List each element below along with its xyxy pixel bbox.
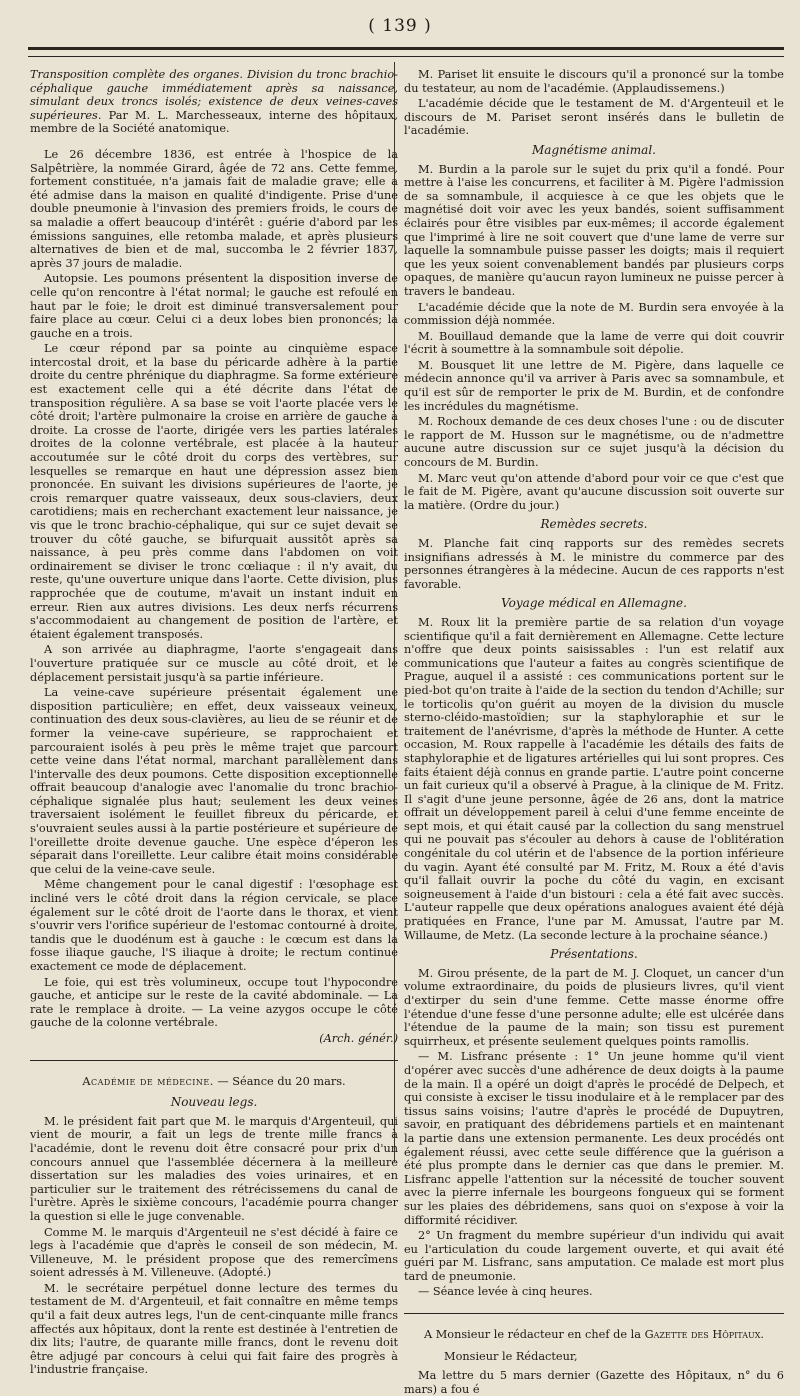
academy-label: Académie de médecine. <box>82 1074 214 1088</box>
source-citation: (Arch. génér.) <box>319 1031 398 1045</box>
left-column <box>30 68 398 1377</box>
paragraph: M. Bousquet lit une lettre de M. Pigère, dans laquelle ce médecin annonce qu'il va arriver à Paris avec sa somnambule, et qu'il est sûr de remporter le prix de M. Burdin, et de confondre les incrédules du magnétisme. <box>404 358 784 413</box>
paragraph: Comme M. le marquis d'Argenteuil ne s'est décidé à faire ce legs à l'académie que d'après le conseil de son médecin, M. Villeneuve, M. le président propose que des remercîmens soient adressés à M. Villeneuve. (Adopté.) <box>30 1225 398 1280</box>
paragraph: Le cœur répond par sa pointe au cinquième espace intercostal droit, et la base du péricarde adhère à la partie droite du centre phrénique du diaphragme. Sa forme extérieure est exactement celle qui a été décrite dans l'état de transposition régulière. A sa base se voit l'aorte placée vers le côté droit; l'artère pulmonaire la croise en arrière de gauche à droite. La crosse de l'aorte, dirigée vers les parties latérales droites de la colonne vertébrale, est placée à la hauteur accoutumée sur le côté droit du corps des vertèbres, sur lesquelles se remarque en haut une dépression assez bien prononcée. En suivant les divisions supérieures de l'aorte, je crois remarquer quatre vaisseaux, deux sous-claviers, deux carotidiens; mais en recherchant exactement leur naissance, je vis que le tronc brachio-céphalique, qui sur ce sujet devait se trouver du côté gauche, se bifurquait aussitôt après sa naissance, à peu près comme dans l'abdomen on voit ordinairement se diviser le tronc cœliaque : il n'y avait, du reste, qu'une ouverture unique dans l'aorte. Cette division, plus rapprochée que de coutume, m'avait un instant induit en erreur. Rien aux autres divisions. Les deux nerfs récurrens s'accommodaient au changement de position de l'artère, et étaient également transposés. <box>30 342 398 641</box>
paragraph: La veine-cave supérieure présentait également une disposition particulière; en effet, deux vaisseaux veineux, continuation des deux sous-clavières, au lieu de se réunir et de former la veine-cave supérieure, se rapprochaient et parcouraient isolés à peu près le même trajet que parcourt cette veine dans l'état normal, marchant parallèlement dans l'intervalle des deux poumons. Cette disposition exceptionnelle offrait beaucoup d'analogie avec l'anomalie du tronc brachio-céphalique signalée plus haut; seulement les deux veines traversaient isolément le feuillet fibreux du péricarde, et s'ouvraient seules aussi à la partie postérieure et supérieure de l'oreillette droite devenue gauche. Une espèce d'éperon les séparait dans l'oreillette. Leur calibre était moins considérable que celui de la veine-cave seule. <box>30 686 398 876</box>
paragraph: Le 26 décembre 1836, est entrée à l'hospice de la Salpêtrière, la nommée Girard, âgée de 72 ans. Cette femme, fortement constituée, n'a jamais fait de maladie grave; elle a été admise dans la maison en qualité d'indigente. Prise d'une double pneumonie à l'invasion des premiers froids, le cours de sa maladie a offert beaucoup d'intérêt : guérie d'abord par les émissions sanguines, elle retomba malade, et après plusieurs alternatives de bien et de mal, succomba le 2 février 1837, après 37 jours de maladie. <box>30 147 398 270</box>
article-title-author: Par M. L. Marchesseaux, interne des hôpitaux, membre de la Société anatomique. <box>30 108 398 136</box>
section-heading-voyage: Voyage médical en Allemagne. <box>501 596 687 611</box>
paragraph: Même changement pour le canal digestif : l'œsophage est incliné vers le côté droit dans la région cervicale, se place également sur le côté droit de l'aorte dans le thorax, et vient s'ouvrir vers l'orifice supérieur de l'estomac contourné à droite, tandis que le duodénum est à gauche : le cœcum est dans la fosse iliaque gauche, l'S iliaque à droite; le rectum continue exactement ce mode de déplacement. <box>30 878 398 973</box>
paragraph: A son arrivée au diaphragme, l'aorte s'engageait dans l'ouverture pratiquée sur ce muscle au côté droit, et le déplacement persistait jusqu'à sa partie inférieure. <box>30 643 398 684</box>
paragraph: M. Planche fait cinq rapports sur des remèdes secrets insignifians adressés à M. le ministre du commerce par des personnes étrangères à la médecine. Aucun de ces rapports n'est favorable. <box>404 537 784 591</box>
paragraph: L'académie décide que le testament de M. d'Argenteuil et le discours de M. Pariset seront insérés dans le bulletin de l'académie. <box>404 97 784 138</box>
paragraph: L'académie décide que la note de M. Burdin sera envoyée à la commission déjà nommée. <box>404 300 784 328</box>
paragraph: 2° Un fragment du membre supérieur d'un individu qui avait eu l'articulation du coude largement ouverte, et qui avait été guéri par M. Lisfranc, sans amputation. Ce malade est mort plus tard de pneumonie. <box>404 1229 784 1283</box>
letter-body: Ma lettre du 5 mars dernier (Gazette des Hôpitaux, n° du 6 mars) a fou é <box>404 1369 784 1396</box>
section-separator <box>30 1060 398 1061</box>
letter-heading <box>404 1328 784 1342</box>
academy-session: — Séance du 20 mars. <box>213 1074 346 1088</box>
section-separator <box>404 1313 784 1314</box>
paragraph: — M. Lisfranc présente : 1° Un jeune homme qu'il vient d'opérer avec succès d'une adhérence de deux doigts à la paume de la main. Il a opéré un doigt d'après le procédé de Delpech, et qui consiste à exciser le tissu inodulaire et à le remplacer par des tissus sains voisins; l'autre d'après le procédé de Dupuytren, savoir, en pratiquant des débridemens partiels et en maintenant la partie dans une extension permanente. Les deux procédés ont également réussi, avec cette seule différence que la guérison a été plus prompte dans le dernier cas que dans le premier. M. Lisfranc appelle l'attention sur la nécessité de toucher souvent avec la pierre infernale les bourgeons fongueux qui se forment sur les plaies des débridemens, sans quoi on s'expose à voir la difformité récidiver. <box>404 1050 784 1227</box>
paragraph: M. Marc veut qu'on attende d'abord pour voir ce que c'est que le fait de M. Pigère, avant qu'aucune discussion soit ouverte sur la matière. (Ordre du jour.) <box>404 471 784 512</box>
paragraph: M. Burdin a la parole sur le sujet du prix qu'il a fondé. Pour mettre à l'aise les concurrens, et faciliter à M. Pigère l'admission de sa somnambule, il acquiesce à ce que les objets que le magnétisé doit voir avec les yeux bandés, soient suffisamment éclairés pour être visibles par eux-mêmes; il accorde également que l'imprimé à lire ne soit couvert que d'une lame de verre sur laquelle la somnambule puisse passer les doigts; mais il requiert que les yeux soient convenablement bandés par plusieurs corps opaques, de manière qu'aucun rayon lumineux ne puisse percer à travers le bandeau. <box>404 162 784 298</box>
header-rule <box>28 47 784 57</box>
paragraph: Autopsie. Les poumons présentent la disposition inverse de celle qu'on rencontre à l'état normal; le gauche est refoulé en haut par le foie; le droit est diminué transversalement pour faire place au cœur. Celui ci a deux lobes bien prononcés; la gauche en a trois. <box>30 272 398 340</box>
letter-salutation: Monsieur le Rédacteur, <box>444 1349 578 1363</box>
paragraph: M. Rochoux demande de ces deux choses l'une : ou de discuter le rapport de M. Husson sur le magnétisme, ou de n'admettre aucune autre discussion sur ce sujet jusqu'à la décision du concours de M. Burdin. <box>404 415 784 470</box>
section-heading-nouveau-legs: Nouveau legs. <box>170 1095 258 1110</box>
paragraph: Le foie, qui est très volumineux, occupe tout l'hypocondre gauche, et anticipe sur le reste de la cavité abdominale. — La rate le remplace à droite. — La veine azygos occupe le côté gauche de la colonne vertébrale. <box>30 975 398 1030</box>
section-heading-remedes: Remèdes secrets. <box>540 517 648 532</box>
section-heading-magnetisme: Magnétisme animal. <box>532 142 656 157</box>
article-title-italic: Transposition complète des organes. Division du tronc brachio-céphalique gauche immédiatement après sa naissance, simulant deux troncs isolés; existence de deux veines-caves supérieures. <box>30 68 398 122</box>
paragraph: — Séance levée à cinq heures. <box>418 1285 593 1299</box>
paragraph: M. Bouillaud demande que la lame de verre qui doit couvrir l'écrit à soumettre à la somnambule soit dépolie. <box>404 329 784 357</box>
paragraph: M. Girou présente, de la part de M. J. Cloquet, un cancer d'un volume extraordinaire, du poids de plusieurs livres, qu'il vient d'extirper du sein d'une femme. Cette masse énorme offre l'étendue d'une fesse d'une personne adulte; elle est ulcérée dans l'étendue de la paume de la main; son tissu est purement squirrheux, et présente seulement quelques points ramollis. <box>404 966 784 1048</box>
paragraph: M. Roux lit la première partie de sa relation d'un voyage scientifique qu'il a fait dernièrement en Allemagne. Cette lecture n'offre que deux points saisissables : l'un est relatif aux communications que l'auteur a faites au congrès scientifique de Prague, auquel il a assisté : ces communications portent sur le pied-bot qu'on traite à l'aide de la section du tendon d'Achille; sur le torticolis qu'on guérit au moyen de la division du muscle sterno-cléido-mastoïdien; sur la staphyloraphie et sur le traitement de l'anévrisme, d'après la méthode de Hunter. A cette occasion, M. Roux rappelle à l'académie les détails des faits de staphyloraphie et de ligatures artérielles qui lui sont propres. Ces faits étaient déjà connus en grande partie. L'autre point concerne un fait curieux qu'il a observé à Prague, à la clinique de M. Fritz. Il s'agit d'une jeune personne, âgée de 26 ans, dont la matrice offrait un développement pareil à celui d'une femme enceinte de sept mois, et qui était causé par la collection du sang menstruel qui ne pouvait pas s'écouler au dehors à cause de l'oblitération congénitale du col utérin et de l'absence de la portion inférieure du vagin. Ayant été consulté par M. Fritz, M. Roux a été d'avis qu'il fallait ouvrir la poche du côté du vagin, en excisant soigneusement à l'aide d'un bistouri : cela a été fait avec succès. L'auteur rappelle que deux opérations analogues avaient été déjà pratiquées en France, l'une par M. Amussat, l'autre par M. Willaume, de Metz. (La seconde lecture à la prochaine séance.) <box>404 615 784 942</box>
section-heading-presentations: Présentations. <box>550 947 638 962</box>
paragraph: M. Pariset lit ensuite le discours qu'il a prononcé sur la tombe du testateur, au nom de l'académie. (Applaudissemens.) <box>404 68 784 95</box>
article-title <box>30 68 398 136</box>
right-column <box>404 68 784 1396</box>
letter-newspaper: Gazette des Hôpitaux. <box>644 1328 764 1342</box>
page-number: ( 139 ) <box>368 16 432 36</box>
paragraph: M. le président fait part que M. le marquis d'Argenteuil, qui vient de mourir, a fait un legs de trente mille francs à l'académie, dont le revenu doit être consacré pour prix d'un concours annuel que l'assemblée décernera à la meilleure dissertation sur les maladies des voies urinaires, et en particulier sur le traitement des rétrécissemens du canal de l'urètre. Après le sixième concours, l'académie pourra changer la question si elle le juge convenable. <box>30 1114 398 1223</box>
academy-heading <box>30 1075 398 1089</box>
letter-addressee: A Monsieur le rédacteur en chef de la <box>423 1328 645 1342</box>
paragraph: M. le secrétaire perpétuel donne lecture des termes du testament de M. d'Argenteuil, et fait connaître en même temps qu'il a fait deux autres legs, l'un de cent-cinquante mille francs affectés aux hôpitaux, dont la rente est destinée à l'entretien de dix lits; l'autre, de quarante mille francs, dont le revenu doit être adjugé par concours à celui qui fait faire des progrès à l'industrie française. <box>30 1281 398 1377</box>
